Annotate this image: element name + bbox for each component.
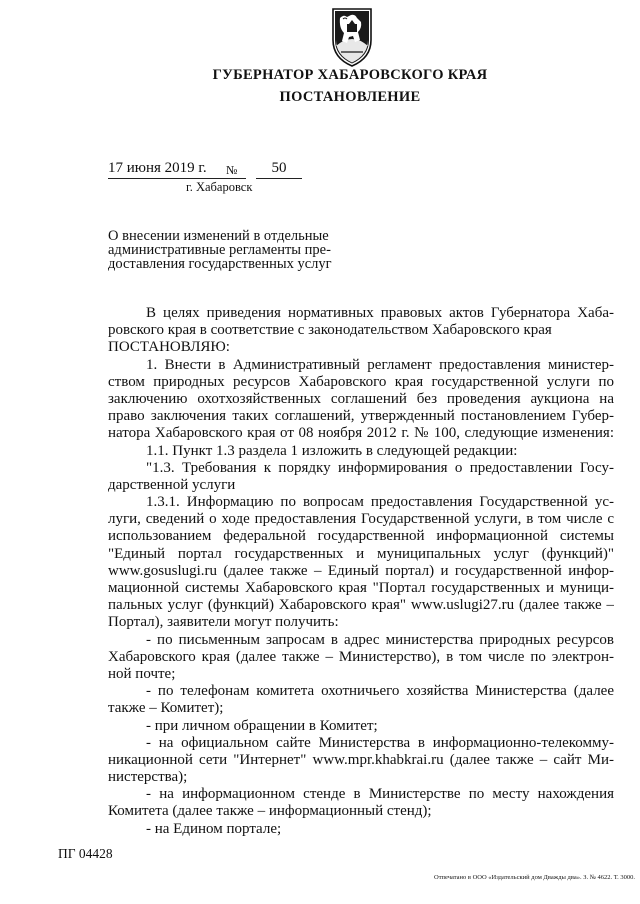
print-imprint: Отпечатано в ООО «Издательский дом Дважды два». З. № 4622. Т. 3000. [434,874,635,881]
body-line: использованием федеральной государственной информационной системы [108,528,614,545]
body-line: нистерства); [108,769,188,786]
document-date: 17 июня 2019 г. [108,160,246,179]
body-line: - на Едином портале; [146,820,282,837]
body-line: ством природных ресурсов Хабаровского края государственной услуги по [108,373,614,390]
body-line: - по телефонам комитета охотничьего хозяйства Министерства (далее [146,683,614,700]
body-line: Портал), заявители могут получить: [108,614,339,631]
body-line: пальных услуг (функций) Хабаровского края" www.uslugi27.ru (далее также – [108,597,614,614]
document-number: 50 [256,160,302,179]
body-line: - при личном обращении в Комитет; [146,717,378,734]
body-line: - на информационном стенде в Министерстве по месту нахождения [146,786,614,803]
number-sign: № [226,163,238,177]
city-label: г. Хабаровск [186,180,253,194]
body-line: заключению охотхозяйственных соглашений без проведения аукциона на [108,390,614,407]
document-subject [108,229,348,271]
body-line: - по письменным запросам в адрес министерства природных ресурсов [146,631,614,648]
body-line: В целях приведения нормативных правовых актов Губернатора Хаба- [146,305,614,321]
body-line: Комитета (далее также – информационный стенд); [108,803,432,820]
org-title: ГУБЕРНАТОР ХАБАРОВСКОГО КРАЯ [212,67,488,83]
body-line: дарственной услуги [108,476,236,493]
subject-line: О внесении изменений в отдельные [108,228,329,244]
body-line: никационной сети "Интернет" www.mpr.khabkrai.ru (далее также – сайт Ми- [108,751,614,768]
body-line: "1.3. Требования к порядку информирования о предоставлении Госу- [146,459,614,476]
document-body [108,305,614,838]
body-line: Хабаровского края (далее также – Министерство), в том числе по электрон- [108,648,614,665]
body-line: - на официальном сайте Министерства в информационно-телекомму- [146,734,614,751]
body-line: 1. Внести в Административный регламент предоставления министер- [146,356,614,373]
doc-type-title: ПОСТАНОВЛЕНИЕ [279,89,421,105]
body-line: луги, сведений о ходе предоставления Государственной услуги, в том числе с [108,511,614,528]
body-line: мационной системы Хабаровского края "Портал государственных и муници- [108,580,614,596]
body-line: также – Комитет); [108,700,224,717]
body-line: "Единый портал государственных и муниципальных услуг (функций)" [108,545,614,562]
body-line: 1.3.1. Информацию по вопросам предоставления Государственной ус- [146,494,614,511]
body-line: право заключения таких соглашений, утвержденный постановлением Губер- [108,408,614,425]
body-line: ПОСТАНОВЛЯЮ: [108,339,230,356]
body-line: ной почте; [108,665,176,682]
body-line: натора Хабаровского края от 08 ноября 2012 г. № 100, следующие изменения: [108,425,614,442]
subject-line: административные регламенты пре- [108,242,331,258]
form-code: ПГ 04428 [58,846,113,861]
subject-line: доставления государственных услуг [108,256,332,272]
body-line: ровского края в соответствие с законодательством Хабаровского края [108,322,552,339]
body-line: www.gosuslugi.ru (далее также – Единый портал) и государственной инфор- [108,562,614,579]
coat-of-arms-emblem [327,6,377,68]
body-line: 1.1. Пункт 1.3 раздела 1 изложить в следующей редакции: [146,442,518,459]
